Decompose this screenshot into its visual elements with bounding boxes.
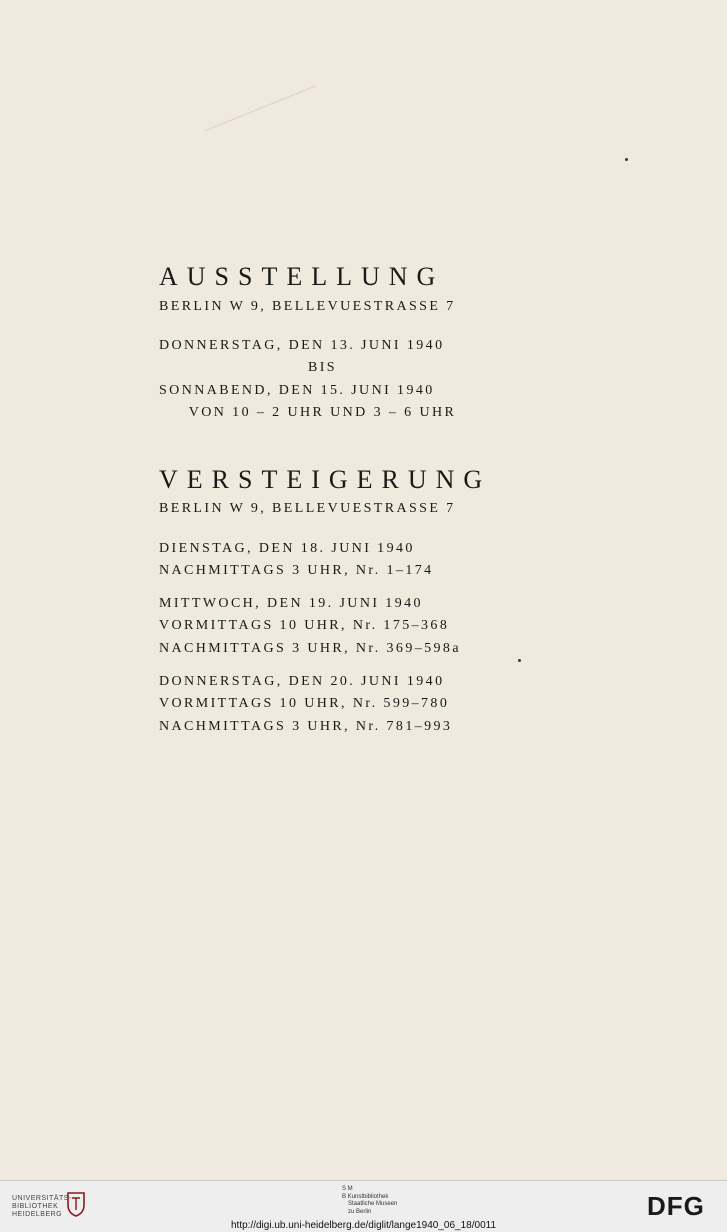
university-line-2: BIBLIOTHEK [12, 1203, 59, 1210]
paper-speck [518, 659, 521, 662]
paper-speck [625, 158, 628, 161]
auction-day3-morning: VORMITTAGS 10 UHR, Nr. 599–780 [159, 696, 450, 711]
dfg-logo[interactable]: DFG [647, 1191, 705, 1221]
auction-day2-date: MITTWOCH, DEN 19. JUNI 1940 [159, 596, 423, 611]
university-library-logo[interactable] [12, 1195, 72, 1219]
university-line-3: HEIDELBERG [12, 1211, 63, 1218]
permalink-url[interactable]: http://digi.ub.uni-heidelberg.de/diglit/lange1940_06_18/0011 [230, 1220, 497, 1231]
exhibition-until: BIS [308, 360, 337, 375]
auction-title: VERSTEIGERUNG [159, 465, 492, 494]
exhibition-date-to: SONNABEND, DEN 15. JUNI 1940 [159, 383, 435, 398]
exhibition-address: BERLIN W 9, BELLEVUESTRASSE 7 [159, 299, 456, 314]
exhibition-title: AUSSTELLUNG [159, 262, 445, 291]
auction-day3-date: DONNERSTAG, DEN 20. JUNI 1940 [159, 674, 445, 689]
university-seal-icon [66, 1191, 86, 1217]
library-line-1: S M [342, 1186, 353, 1192]
auction-day2-morning: VORMITTAGS 10 UHR, Nr. 175–368 [159, 618, 450, 633]
library-line-3: Staatliche Museen [348, 1201, 398, 1207]
auction-day1-afternoon: NACHMITTAGS 3 UHR, Nr. 1–174 [159, 563, 434, 578]
library-line-2: B Kunstbibliothek [342, 1193, 389, 1200]
auction-day2-afternoon: NACHMITTAGS 3 UHR, Nr. 369–598a [159, 641, 461, 656]
university-line-1: UNIVERSITÄTS- [12, 1195, 72, 1202]
exhibition-date-from: DONNERSTAG, DEN 13. JUNI 1940 [159, 338, 445, 353]
library-line-4: zu Berlin [348, 1208, 372, 1215]
kunstbibliothek-credit [342, 1186, 397, 1216]
bleed-through-rule [204, 86, 316, 132]
viewer-footer [0, 1180, 727, 1232]
auction-day3-afternoon: NACHMITTAGS 3 UHR, Nr. 781–993 [159, 719, 453, 734]
auction-address: BERLIN W 9, BELLEVUESTRASSE 7 [159, 501, 456, 516]
auction-day1-date: DIENSTAG, DEN 18. JUNI 1940 [159, 541, 415, 556]
exhibition-hours: VON 10 – 2 UHR UND 3 – 6 UHR [188, 405, 457, 420]
